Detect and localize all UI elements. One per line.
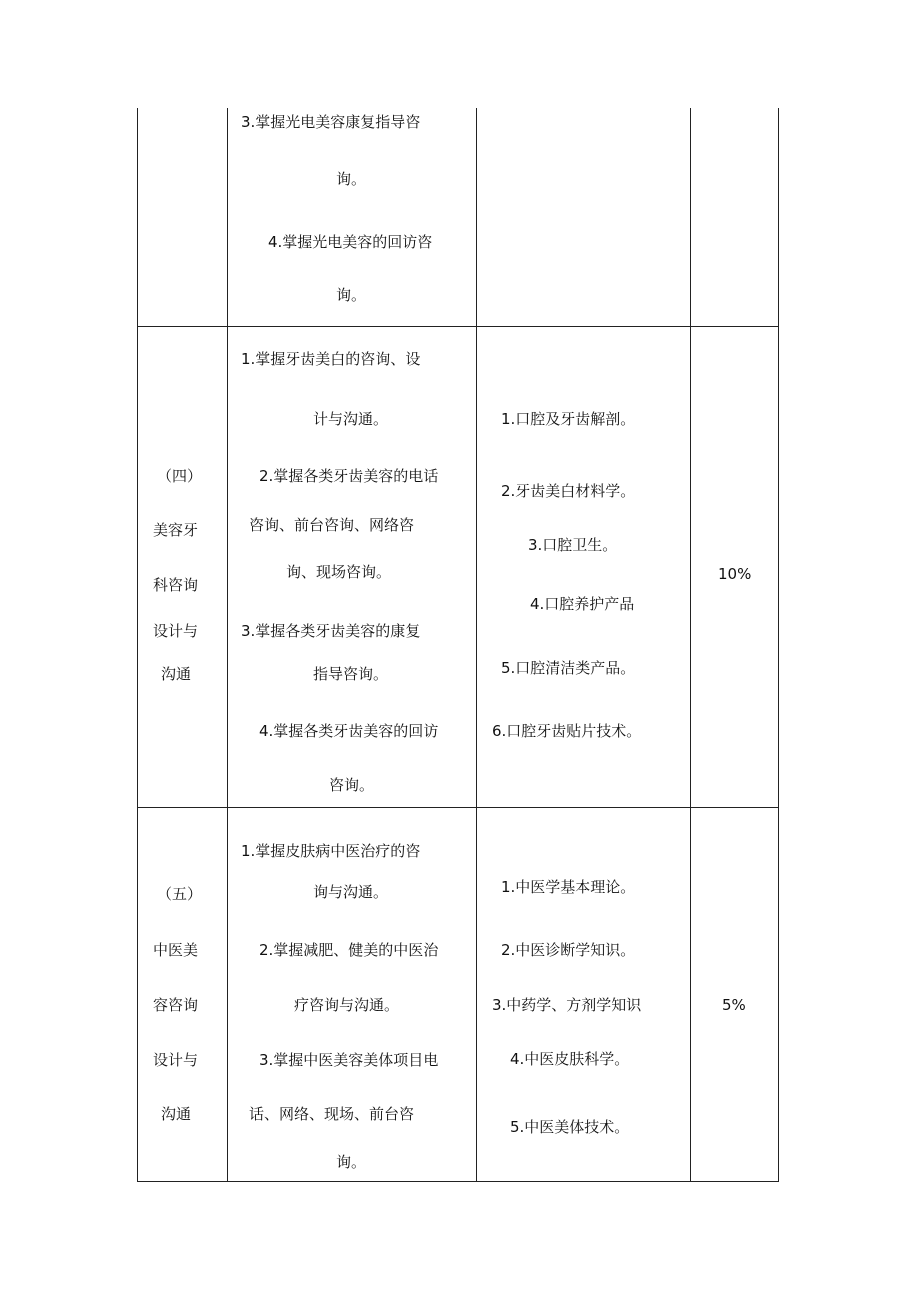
- requirement-text: 咨询、前台咨询、网络咨: [249, 516, 415, 534]
- knowledge-text: 5.中医美体技术。: [510, 1118, 630, 1136]
- section-title: 中医美: [153, 941, 199, 959]
- weight-value: 5%: [722, 996, 746, 1014]
- knowledge-text: 3.中药学、方剂学知识: [492, 996, 642, 1014]
- knowledge-text: 4.中医皮肤科学。: [510, 1050, 630, 1068]
- knowledge-text: 6.口腔牙齿贴片技术。: [492, 722, 642, 740]
- knowledge-text: 2.牙齿美白材料学。: [501, 482, 636, 500]
- section-title: 设计与: [153, 1051, 199, 1069]
- requirement-text: 咨询。: [329, 776, 375, 794]
- requirement-text: 询。: [336, 1153, 367, 1171]
- table-row-divider-1: [137, 326, 779, 327]
- table-border-col1: [227, 108, 228, 1182]
- requirement-text: 询、现场咨询。: [286, 563, 392, 581]
- section-title: 沟通: [161, 665, 192, 683]
- knowledge-text: 1.中医学基本理论。: [501, 878, 636, 896]
- requirement-text: 2.掌握减肥、健美的中医治: [259, 941, 439, 959]
- requirement-text: 3.掌握各类牙齿美容的康复: [241, 622, 421, 640]
- table-row-divider-2: [137, 807, 779, 808]
- requirement-text: 话、网络、现场、前台咨: [249, 1105, 415, 1123]
- section-title: 科咨询: [153, 576, 199, 594]
- knowledge-text: 1.口腔及牙齿解剖。: [501, 410, 636, 428]
- requirement-text: 1.掌握牙齿美白的咨询、设: [241, 350, 421, 368]
- requirement-text: 3.掌握光电美容康复指导咨: [241, 113, 421, 131]
- requirement-text: 询与沟通。: [313, 883, 389, 901]
- requirement-text: 1.掌握皮肤病中医治疗的咨: [241, 842, 421, 860]
- requirement-text: 4.掌握光电美容的回访咨: [268, 233, 433, 251]
- table-border-left: [137, 108, 138, 1182]
- section-title: 设计与: [153, 622, 199, 640]
- section-title: 沟通: [161, 1105, 192, 1123]
- requirement-text: 2.掌握各类牙齿美容的电话: [259, 467, 439, 485]
- section-number: （五）: [157, 885, 203, 903]
- knowledge-text: 5.口腔清洁类产品。: [501, 659, 636, 677]
- knowledge-text: 2.中医诊断学知识。: [501, 941, 636, 959]
- requirement-text: 4.掌握各类牙齿美容的回访: [259, 722, 439, 740]
- table-border-col3: [690, 108, 691, 1182]
- requirement-text: 计与沟通。: [313, 410, 389, 428]
- weight-value: 10%: [718, 565, 752, 583]
- section-title: 美容牙: [153, 521, 199, 539]
- knowledge-text: 4.口腔养护产品: [530, 595, 635, 613]
- table-border-right: [778, 108, 779, 1182]
- requirement-text: 指导咨询。: [313, 665, 389, 683]
- requirement-text: 疗咨询与沟通。: [294, 996, 400, 1014]
- table-border-col2: [476, 108, 477, 1182]
- knowledge-text: 3.口腔卫生。: [528, 536, 618, 554]
- section-number: （四）: [157, 467, 203, 485]
- requirement-text: 询。: [336, 170, 367, 188]
- requirement-text: 3.掌握中医美容美体项目电: [259, 1051, 439, 1069]
- requirement-text: 询。: [336, 286, 367, 304]
- section-title: 容咨询: [153, 996, 199, 1014]
- table-border-bottom: [137, 1181, 779, 1182]
